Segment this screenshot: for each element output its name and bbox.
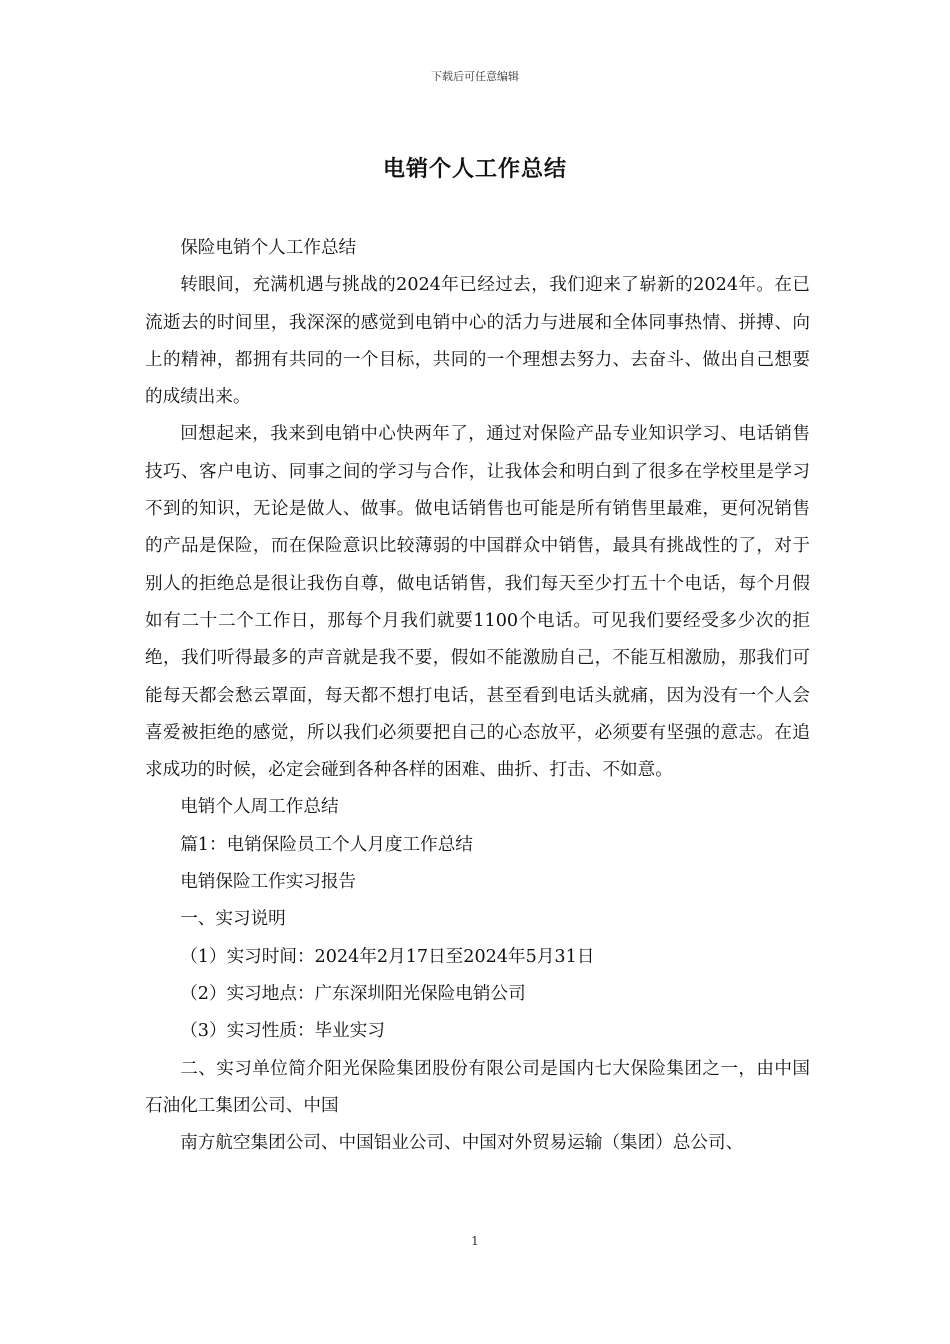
paragraph: 转眼间，充满机遇与挑战的2024年已经过去，我们迎来了崭新的2024年。在已流逝去的时间里，我深深的感觉到电销中心的活力与进展和全体同事热情、拼搏、向上的精神，都拥有共同的一个目标，共同的一个理想去努力、去奋斗、做出自己想要的成绩出来。 xyxy=(145,275,810,408)
paragraph: 二、实习单位简介阳光保险集团股份有限公司是国内七大保险集团之一，由中国石油化工集团公司、中国 xyxy=(145,1058,810,1116)
paragraph: 回想起来，我来到电销中心快两年了，通过对保险产品专业知识学习、电话销售技巧、客户电访、同事之间的学习与合作，让我体会和明白到了很多在学校里是学习不到的知识，无论是做人、做事。做电话销售也可能是所有销售里最难，更何况销售的产品是保险，而在保险意识比较薄弱的中国群众中销售，最具有挑战性的了，对于别人的拒绝总是很让我伤自尊，做电话销售，我们每天至少打五十个电话，每个月假如有二十二个工作日，那每个月我们就要1100个电话。可见我们要经受多少次的拒绝，我们听得最多的声音就是我不要，假如不能激励自己，不能互相激励，那我们可能每天都会愁云罩面，每天都不想打电话，甚至看到电话头就痛，因为没有一个人会喜爱被拒绝的感觉，所以我们必须要把自己的心态放平，必须要有坚强的意志。在追求成功的时候，必定会碰到各种各样的困难、曲折、打击、不如意。 xyxy=(145,424,810,781)
paragraph: （1）实习时间：2024年2月17日至2024年5月31日 xyxy=(180,946,595,967)
page-number: 1 xyxy=(471,1234,479,1248)
paragraph: 电销个人周工作总结 xyxy=(180,797,339,818)
paragraph: 一、实习说明 xyxy=(180,909,286,930)
document-body xyxy=(145,230,810,1162)
paragraph: 南方航空集团公司、中国铝业公司、中国对外贸易运输（集团）总公司、 xyxy=(180,1133,744,1154)
page-header-note: 下载后可任意编辑 xyxy=(431,70,519,83)
document-title: 电销个人工作总结 xyxy=(382,157,567,182)
paragraph: （2）实习地点：广东深圳阳光保险电销公司 xyxy=(180,983,526,1004)
paragraph: （3）实习性质：毕业实习 xyxy=(180,1021,385,1042)
paragraph: 保险电销个人工作总结 xyxy=(180,238,357,258)
paragraph: 电销保险工作实习报告 xyxy=(180,872,357,893)
paragraph: 篇1：电销保险员工个人月度工作总结 xyxy=(180,834,473,855)
